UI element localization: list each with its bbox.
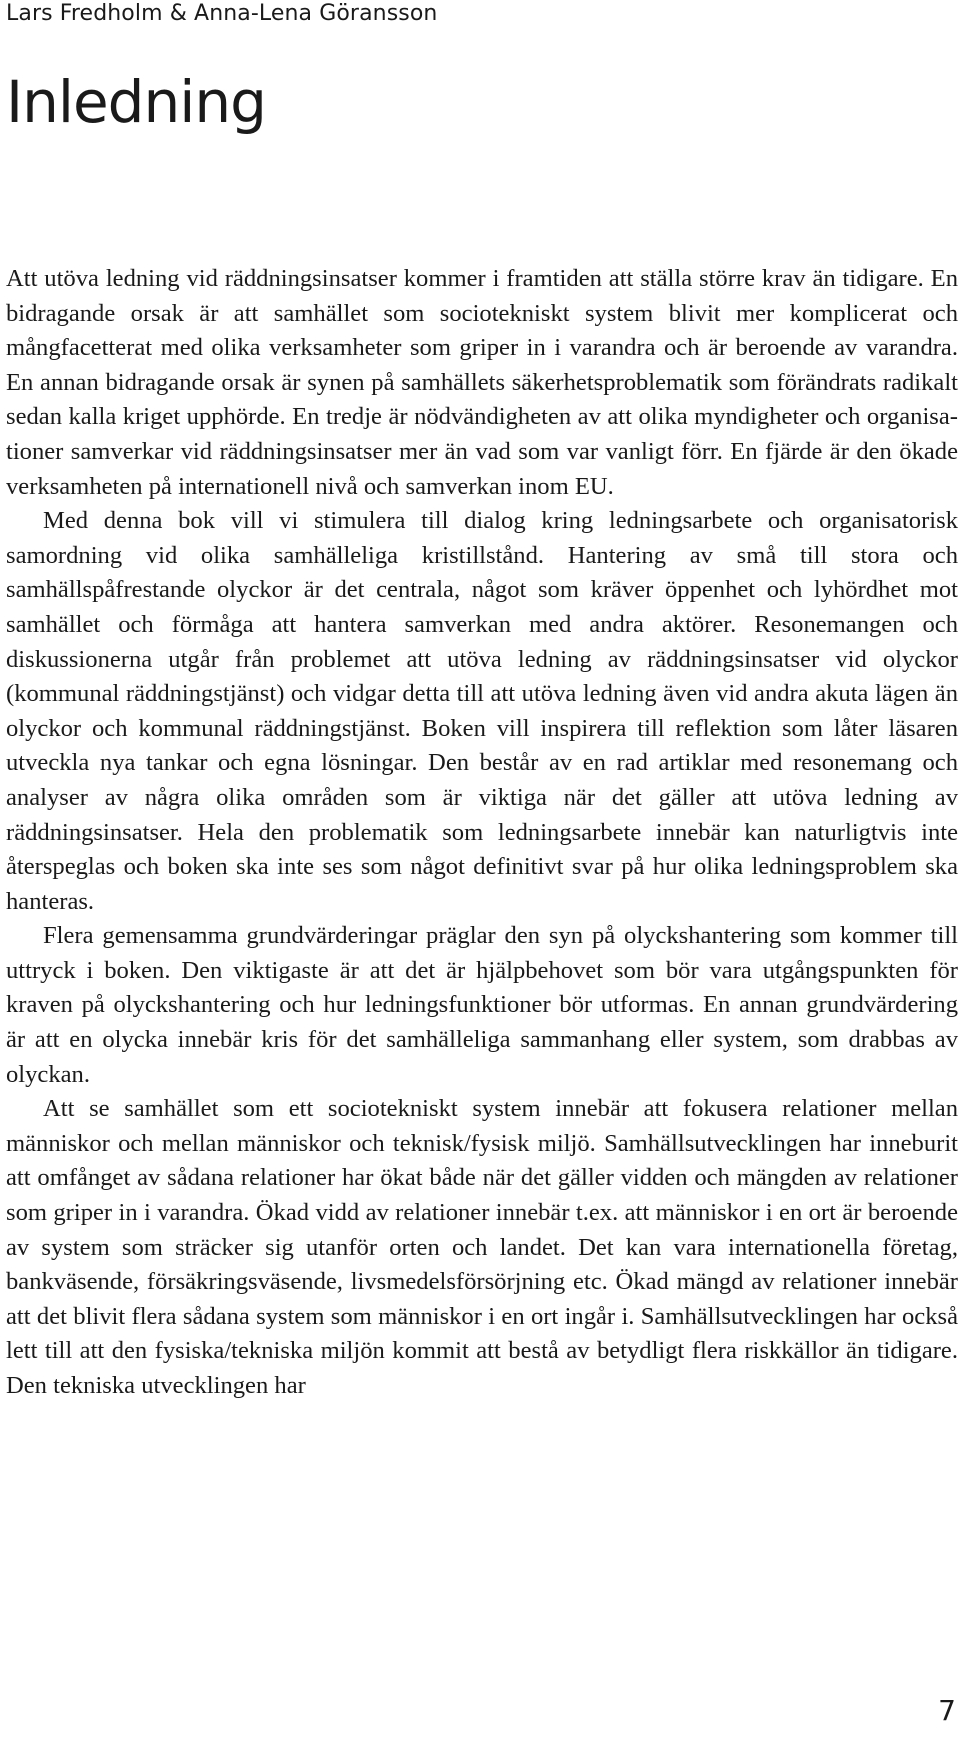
paragraph-1: Att utöva ledning vid räddningsinsatser kommer i framtiden att ställa större krav än tidigare. En bidragande orsak är att samhället som sociotekniskt system blivit mer komplicerat och mångfacetterat med olika verksamheter som griper in i varandra och är beroende av varandra. En annan bidragande orsak är synen på samhällets säkerhetsproblematik som förändrats radikalt sedan kalla kriget upphörde. En tredje är nödvändigheten av att olika myndigheter och organisationer samverkar vid räddningsinsatser mer än vad som var vanligt förr. En fjärde är den ökade verksamheten på internationell nivå och samverkan inom EU. bbox=[6, 265, 958, 500]
paragraph-4: Att se samhället som ett sociotekniskt system innebär att fokusera relationer mellan människor och mellan människor och teknisk/fysisk miljö. Samhällsutvecklingen har inneburit att omfånget av sådana relationer har ökat både när det gäller vidden och mängden av relationer som griper in i varandra. Ökad vidd av relationer innebär t.ex. att människor i en ort är beroende av system som sträcker sig utanför orten och landet. Det kan vara internationella företag, bankväsende, försäkringsväsende, livsmedelsförsörjning etc. Ökad mängd av relationer innebär att det blivit flera sådana system som människor i en ort ingår i. Samhällsutvecklingen har också lett till att den fysiska/tekniska miljön kommit att bestå av betydligt flera riskkällor än tidigare. Den tekniska utvecklingen har bbox=[6, 1095, 958, 1399]
paragraph-2: Med denna bok vill vi stimulera till dialog kring ledningsarbete och organisatorisk samordning vid olika samhälleliga kristillstånd. Hantering av små till stora och samhällspåfrestande olyckor är det centrala, något som kräver öppenhet och lyhördhet mot samhället och förmåga att hantera samverkan med andra aktörer. Resonemangen och diskussionerna utgår från problemet att utöva ledning av räddningsinsatser vid olyckor (kommunal räddningstjänst) och vidgar detta till att utöva ledning även vid andra akuta lägen än olyckor och kommunal räddningstjänst. Boken vill inspirera till reflektion som låter läsaren utveckla nya tankar och egna lösningar. Den består av en rad artiklar med resonemang och analyser av några olika områden som är viktiga när det gäller att utöva ledning av räddningsinsatser. Hela den problematik som ledningsarbete innebär kan naturligtvis inte återspeglas och boken ska inte ses som något definitivt svar på hur olika ledningsproblem ska hanteras. bbox=[6, 507, 958, 915]
running-header-author: Lars Fredholm & Anna-Lena Göransson bbox=[6, 1, 438, 26]
chapter-title: Inledning bbox=[6, 68, 266, 136]
page-number: 7 bbox=[938, 1694, 956, 1727]
body-text bbox=[6, 262, 958, 1404]
document-page bbox=[6, 0, 960, 1737]
paragraph-3: Flera gemensamma grundvärderingar präglar den syn på olyckshantering som kommer till uttryck i boken. Den viktigaste är att det är hjälpbehovet som bör vara utgångspunkten för kraven på olyckshantering och hur ledningsfunktioner bör utformas. En annan grundvärdering är att en olycka innebär kris för det samhälleliga sammanhang eller system, som drabbas av olyckan. bbox=[6, 922, 958, 1088]
